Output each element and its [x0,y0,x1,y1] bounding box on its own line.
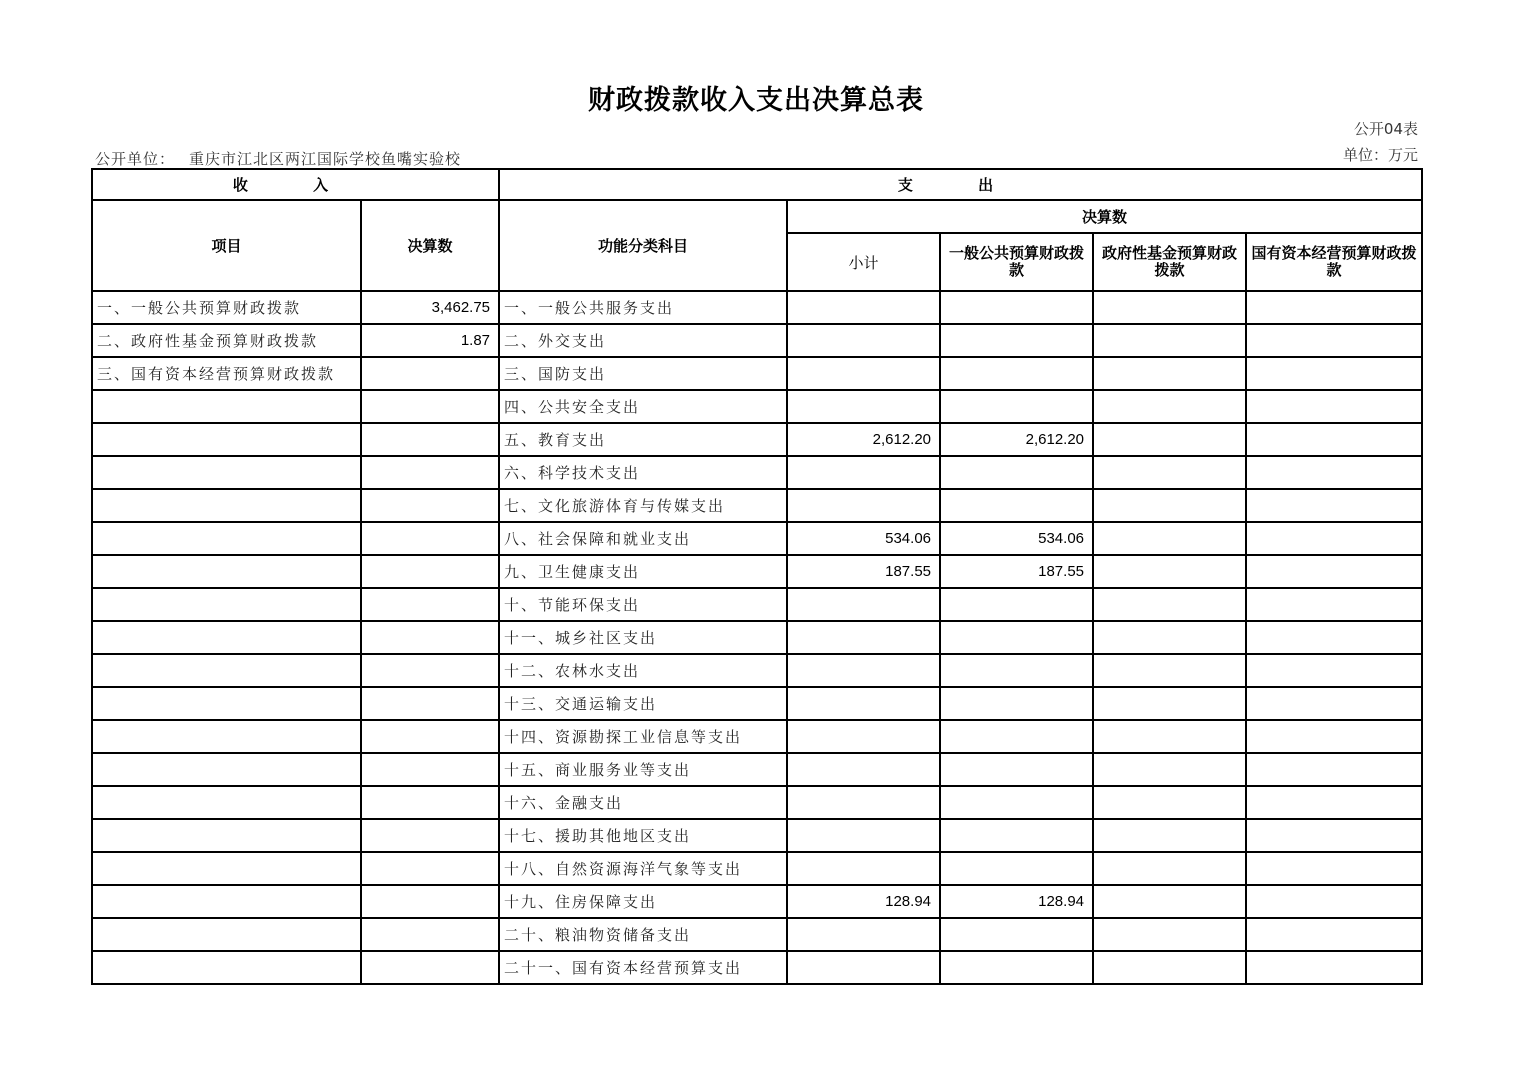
income-item-cell [92,522,361,555]
income-item-cell [92,654,361,687]
subtotal-cell [787,819,940,852]
income-item-cell [92,819,361,852]
gov-fund-cell [1093,522,1246,555]
income-item-cell [92,456,361,489]
state-capital-cell [1246,423,1422,456]
subtotal-cell: 128.94 [787,885,940,918]
function-item-cell: 一、一般公共服务支出 [499,291,787,324]
subtotal-cell [787,324,940,357]
state-capital-cell [1246,951,1422,984]
subtotal-cell [787,951,940,984]
general-budget-cell [940,786,1093,819]
gov-fund-cell [1093,852,1246,885]
income-item-cell [92,687,361,720]
general-budget-cell [940,324,1093,357]
gov-fund-cell [1093,885,1246,918]
income-amount-cell [361,357,499,390]
income-item-cell [92,489,361,522]
gov-fund-cell [1093,621,1246,654]
gov-fund-cell [1093,918,1246,951]
income-amount-cell [361,786,499,819]
function-item-cell: 二、外交支出 [499,324,787,357]
gov-fund-cell [1093,489,1246,522]
income-item-cell [92,885,361,918]
table-row [92,588,1422,621]
header-general-budget: 一般公共预算财政拨款 [940,233,1093,291]
header-gov-fund: 政府性基金预算财政拨款 [1093,233,1246,291]
income-amount-cell [361,918,499,951]
income-amount-cell [361,687,499,720]
general-budget-cell [940,918,1093,951]
state-capital-cell [1246,720,1422,753]
income-amount-cell [361,951,499,984]
gov-fund-cell [1093,291,1246,324]
state-capital-cell [1246,819,1422,852]
subtotal-cell: 2,612.20 [787,423,940,456]
table-row [92,489,1422,522]
state-capital-cell [1246,390,1422,423]
gov-fund-cell [1093,324,1246,357]
general-budget-cell [940,852,1093,885]
gov-fund-cell [1093,423,1246,456]
header-item: 项目 [92,200,361,291]
subtotal-cell [787,588,940,621]
subtotal-cell [787,654,940,687]
subtotal-cell [787,687,940,720]
income-amount-cell [361,588,499,621]
table-row [92,753,1422,786]
income-item-cell [92,918,361,951]
state-capital-cell [1246,456,1422,489]
general-budget-cell [940,456,1093,489]
function-item-cell: 十二、农林水支出 [499,654,787,687]
income-item-cell [92,390,361,423]
state-capital-cell [1246,621,1422,654]
income-amount-cell [361,423,499,456]
organization-label: 公开单位： [95,150,176,168]
state-capital-cell [1246,291,1422,324]
table-row [92,555,1422,588]
function-item-cell: 八、社会保障和就业支出 [499,522,787,555]
table-row [92,357,1422,390]
income-item-cell [92,786,361,819]
income-item-cell [92,720,361,753]
income-amount-cell [361,885,499,918]
subtotal-cell [787,753,940,786]
income-amount-cell [361,456,499,489]
table-row [92,918,1422,951]
header-row-1 [92,169,1422,200]
general-budget-cell [940,819,1093,852]
gov-fund-cell [1093,951,1246,984]
table-row [92,390,1422,423]
general-budget-cell: 534.06 [940,522,1093,555]
gov-fund-cell [1093,390,1246,423]
page-title: 财政拨款收入支出决算总表 [588,85,924,116]
income-item-cell [92,423,361,456]
general-budget-cell [940,687,1093,720]
general-budget-cell [940,753,1093,786]
income-item-cell: 三、国有资本经营预算财政拨款 [92,357,361,390]
table-row [92,885,1422,918]
function-item-cell: 二十一、国有资本经营预算支出 [499,951,787,984]
header-subtotal: 小计 [787,233,940,291]
subtotal-cell [787,390,940,423]
state-capital-cell [1246,357,1422,390]
state-capital-cell [1246,522,1422,555]
function-item-cell: 十五、商业服务业等支出 [499,753,787,786]
general-budget-cell: 2,612.20 [940,423,1093,456]
header-income: 收 入 [92,169,499,200]
state-capital-cell [1246,489,1422,522]
general-budget-cell: 187.55 [940,555,1093,588]
table-row [92,324,1422,357]
function-item-cell: 七、文化旅游体育与传媒支出 [499,489,787,522]
income-amount-cell [361,522,499,555]
function-item-cell: 五、教育支出 [499,423,787,456]
function-item-cell: 十、节能环保支出 [499,588,787,621]
table-row [92,951,1422,984]
subtotal-cell [787,621,940,654]
function-item-cell: 十七、援助其他地区支出 [499,819,787,852]
general-budget-cell [940,291,1093,324]
state-capital-cell [1246,852,1422,885]
gov-fund-cell [1093,687,1246,720]
gov-fund-cell [1093,819,1246,852]
unit-label: 单位：万元 [1342,146,1418,164]
income-item-cell [92,852,361,885]
income-amount-cell [361,390,499,423]
income-amount-cell: 1.87 [361,324,499,357]
table-row [92,456,1422,489]
subtotal-cell [787,357,940,390]
gov-fund-cell [1093,654,1246,687]
income-amount-cell [361,621,499,654]
function-item-cell: 九、卫生健康支出 [499,555,787,588]
gov-fund-cell [1093,588,1246,621]
table-row [92,654,1422,687]
function-item-cell: 十三、交通运输支出 [499,687,787,720]
function-item-cell: 十四、资源勘探工业信息等支出 [499,720,787,753]
subtotal-cell: 187.55 [787,555,940,588]
income-amount-cell: 3,462.75 [361,291,499,324]
subtotal-cell [787,291,940,324]
gov-fund-cell [1093,555,1246,588]
general-budget-cell [940,951,1093,984]
income-amount-cell [361,489,499,522]
organization-line [95,148,461,169]
gov-fund-cell [1093,753,1246,786]
gov-fund-cell [1093,357,1246,390]
subtotal-cell [787,489,940,522]
table-row [92,852,1422,885]
function-item-cell: 六、科学技术支出 [499,456,787,489]
state-capital-cell [1246,885,1422,918]
subtotal-cell [787,456,940,489]
function-item-cell: 十九、住房保障支出 [499,885,787,918]
function-item-cell: 十六、金融支出 [499,786,787,819]
gov-fund-cell [1093,720,1246,753]
function-item-cell: 四、公共安全支出 [499,390,787,423]
table-row [92,819,1422,852]
header-expense: 支 出 [499,169,1422,200]
income-amount-cell [361,555,499,588]
header-final-amount: 决算数 [787,200,1422,233]
table-row [92,786,1422,819]
general-budget-cell [940,621,1093,654]
function-item-cell: 三、国防支出 [499,357,787,390]
state-capital-cell [1246,786,1422,819]
table-row [92,291,1422,324]
state-capital-cell [1246,555,1422,588]
income-item-cell [92,588,361,621]
general-budget-cell [940,357,1093,390]
subtotal-cell [787,786,940,819]
income-item-cell [92,753,361,786]
gov-fund-cell [1093,786,1246,819]
budget-table [91,168,1423,985]
state-capital-cell [1246,753,1422,786]
table-row [92,687,1422,720]
general-budget-cell [940,390,1093,423]
table-row [92,621,1422,654]
table-row [92,720,1422,753]
header-state-capital: 国有资本经营预算财政拨款 [1246,233,1422,291]
form-number: 公开04表 [1353,120,1418,138]
income-amount-cell [361,852,499,885]
function-item-cell: 二十、粮油物资储备支出 [499,918,787,951]
state-capital-cell [1246,918,1422,951]
organization-name: 重庆市江北区两江国际学校鱼嘴实验校 [189,150,462,168]
state-capital-cell [1246,687,1422,720]
general-budget-cell: 128.94 [940,885,1093,918]
income-item-cell [92,555,361,588]
header-row-2 [92,200,1422,233]
state-capital-cell [1246,324,1422,357]
table-row [92,423,1422,456]
table-row [92,522,1422,555]
general-budget-cell [940,489,1093,522]
income-item-cell [92,621,361,654]
function-item-cell: 十八、自然资源海洋气象等支出 [499,852,787,885]
state-capital-cell [1246,654,1422,687]
subtotal-cell [787,852,940,885]
income-amount-cell [361,753,499,786]
income-amount-cell [361,720,499,753]
income-item-cell: 一、一般公共预算财政拨款 [92,291,361,324]
income-item-cell [92,951,361,984]
subtotal-cell [787,720,940,753]
general-budget-cell [940,720,1093,753]
income-item-cell: 二、政府性基金预算财政拨款 [92,324,361,357]
income-amount-cell [361,654,499,687]
header-amount: 决算数 [361,200,499,291]
state-capital-cell [1246,588,1422,621]
subtotal-cell: 534.06 [787,522,940,555]
general-budget-cell [940,588,1093,621]
subtotal-cell [787,918,940,951]
header-function-category: 功能分类科目 [499,200,787,291]
income-amount-cell [361,819,499,852]
general-budget-cell [940,654,1093,687]
function-item-cell: 十一、城乡社区支出 [499,621,787,654]
gov-fund-cell [1093,456,1246,489]
